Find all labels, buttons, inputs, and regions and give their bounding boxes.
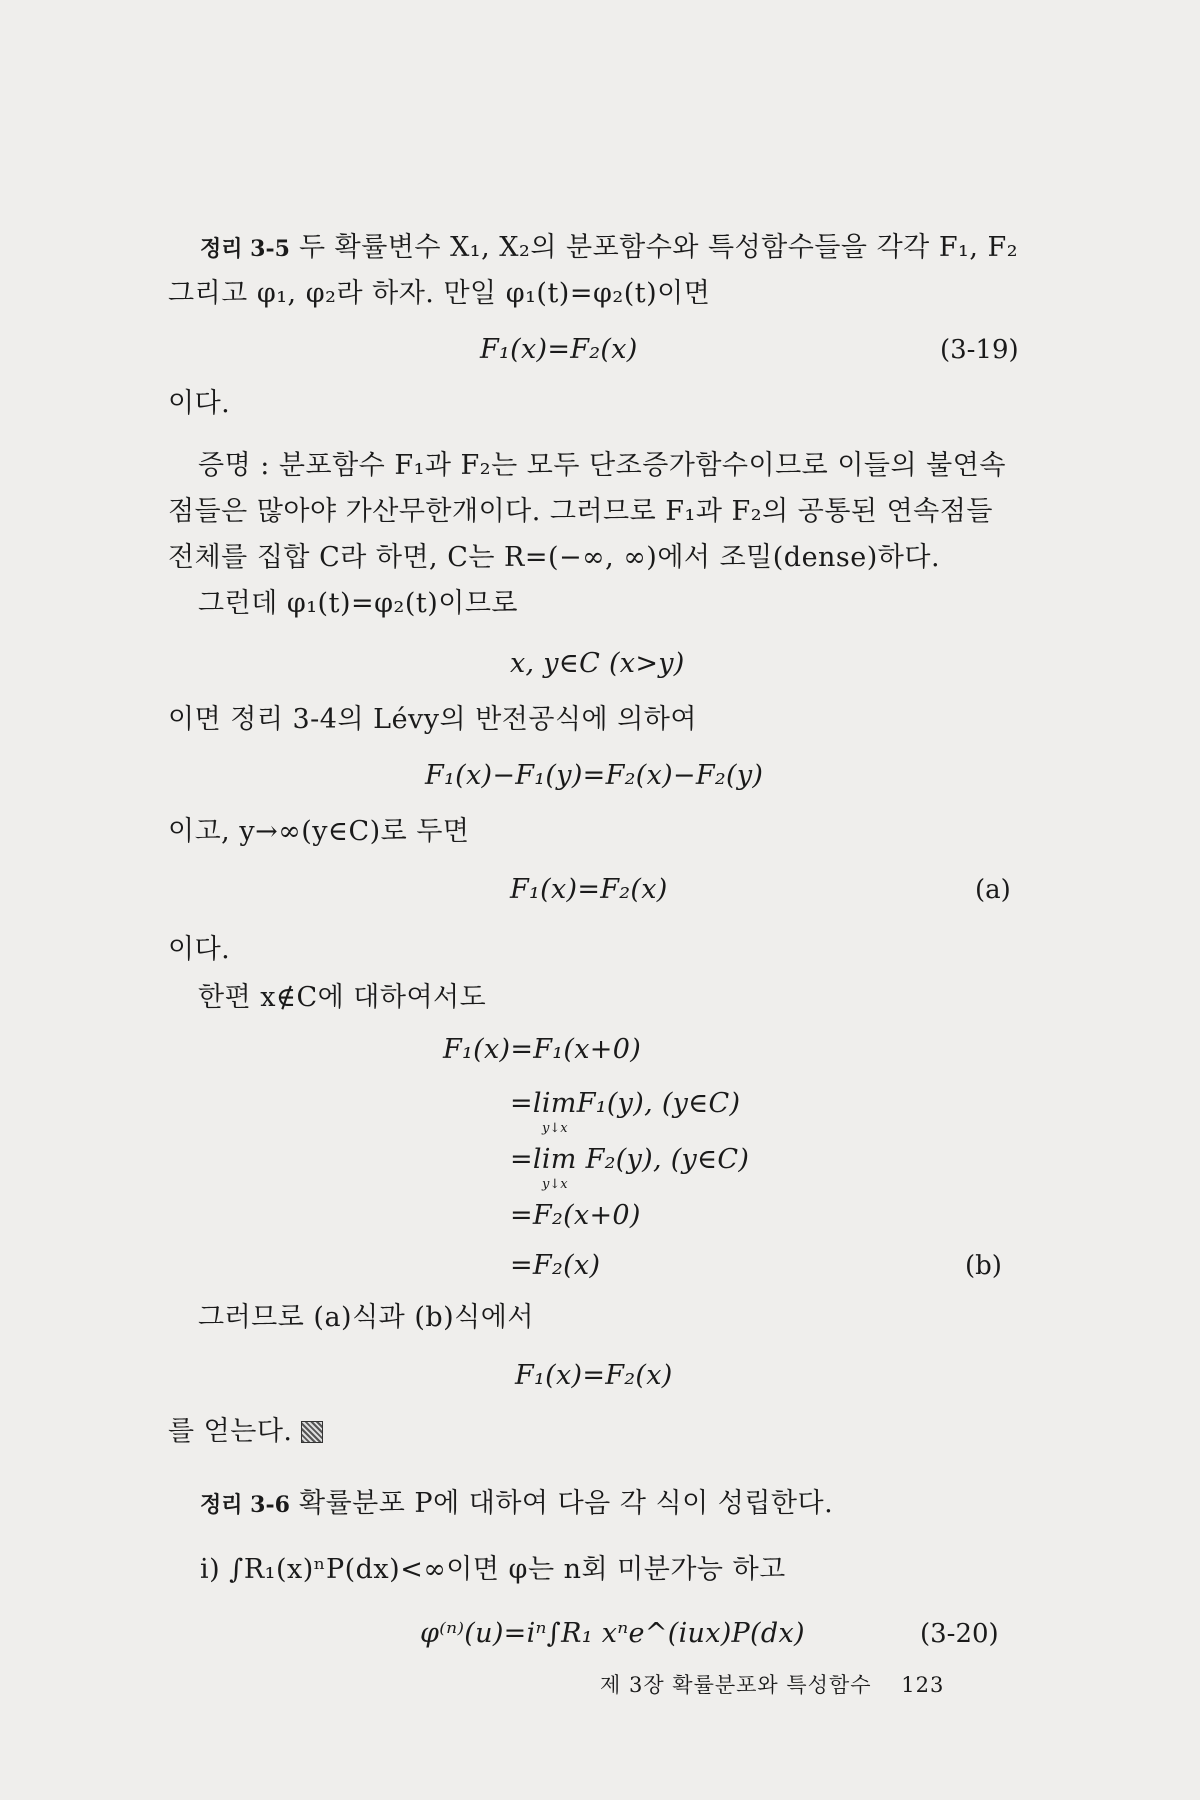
theorem-3-6-statement: 확률분포 P에 대하여 다음 각 식이 성립한다.	[299, 1488, 834, 1519]
chain-line-4: =F₂(x+0)	[510, 1200, 641, 1231]
proof-line-6: 이고, y→∞(y∈C)로 두면	[168, 816, 470, 847]
equation-3-19: F₁(x)=F₂(x)	[480, 334, 638, 365]
equation-levy-difference: F₁(x)−F₁(y)=F₂(x)−F₂(y)	[425, 760, 764, 791]
equation-number-3-19: (3-19)	[940, 335, 1019, 365]
theorem-3-5-line-1	[200, 228, 1018, 269]
proof-conclusion	[168, 1412, 323, 1452]
chain-line-5: =F₂(x)	[510, 1250, 601, 1281]
limit-subscript-1: y↓x	[542, 1121, 568, 1136]
proof-line-8: 한편 x∉C에 대하여서도	[198, 982, 487, 1013]
proof-line-7: 이다.	[168, 934, 231, 965]
proof-line-4: 그런데 φ₁(t)=φ₂(t)이므로	[198, 588, 518, 619]
equation-label-b: (b)	[965, 1251, 1002, 1281]
equation-3-20: φ⁽ⁿ⁾(u)=iⁿ∫R₁ xⁿe^(iux)P(dx)	[420, 1618, 805, 1649]
theorem-3-6-item-i: i) ∫R₁(x)ⁿP(dx)<∞이면 φ는 n회 미분가능 하고	[200, 1554, 786, 1585]
equation-xy-in-c: x, y∈C (x>y)	[510, 648, 685, 679]
proof-line-5: 이면 정리 3-4의 Lévy의 반전공식에 의하여	[168, 704, 697, 735]
proof-line-3: 전체를 집합 C라 하면, C는 R=(−∞, ∞)에서 조밀(dense)하다.	[168, 542, 941, 573]
proof-line-2: 점들은 많아야 가산무한개이다. 그러므로 F₁과 F₂의 공통된 연속점들	[168, 496, 993, 527]
equation-number-3-20: (3-20)	[920, 1619, 999, 1649]
equation-label-a: (a)	[975, 875, 1011, 905]
equation-final: F₁(x)=F₂(x)	[515, 1360, 673, 1391]
chapter-title: 제 3장 확률분포와 특성함수	[600, 1673, 872, 1697]
theorem-3-5-label: 정리 3-5	[200, 236, 290, 262]
running-footer	[600, 1670, 944, 1700]
theorem-3-5-conclusion: 이다.	[168, 388, 231, 419]
equation-a: F₁(x)=F₂(x)	[510, 874, 668, 905]
chain-line-2: =limF₁(y), (y∈C)	[510, 1088, 741, 1119]
proof-conclusion-text: 를 얻는다.	[168, 1416, 293, 1447]
theorem-3-5-statement-1: 두 확률변수 X₁, X₂의 분포함수와 특성함수들을 각각 F₁, F₂	[299, 232, 1019, 263]
end-of-proof-icon	[301, 1421, 323, 1443]
limit-subscript-2: y↓x	[542, 1177, 568, 1192]
page-number: 123	[901, 1673, 945, 1697]
theorem-3-6-label: 정리 3-6	[200, 1492, 290, 1518]
proof-line-1: 증명 : 분포함수 F₁과 F₂는 모두 단조증가함수이므로 이들의 불연속	[198, 450, 1006, 481]
chain-line-1: F₁(x)=F₁(x+0)	[443, 1034, 642, 1065]
theorem-3-5-line-2: 그리고 φ₁, φ₂라 하자. 만일 φ₁(t)=φ₂(t)이면	[168, 278, 711, 309]
proof-line-9: 그러므로 (a)식과 (b)식에서	[198, 1302, 534, 1333]
theorem-3-6-line	[200, 1484, 833, 1525]
chain-line-3: =lim F₂(y), (y∈C)	[510, 1144, 750, 1175]
